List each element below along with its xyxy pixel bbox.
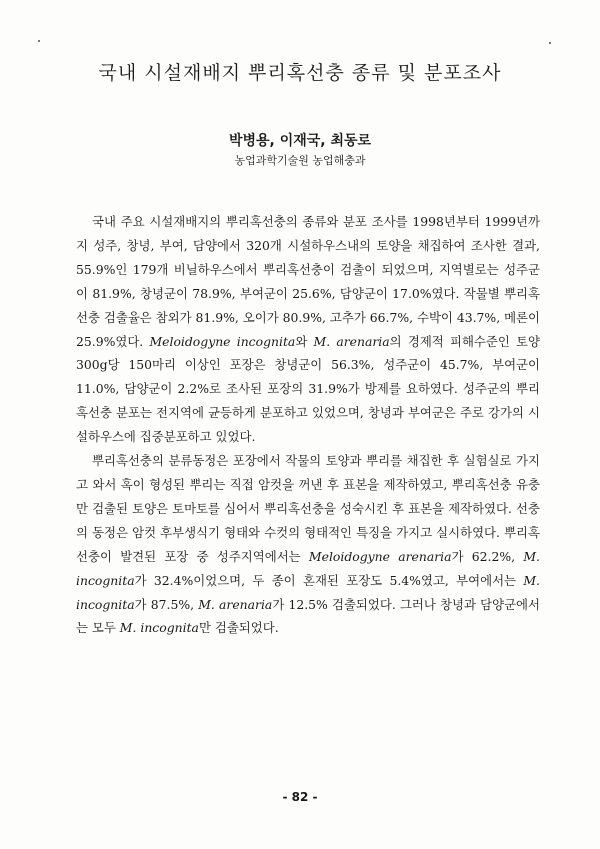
paper-title: 국내 시설재배지 뿌리혹선충 종류 및 분포조사 — [98, 62, 502, 84]
page-number: - 82 - — [282, 790, 318, 804]
paragraph-1 — [76, 210, 540, 449]
text-run: 가 87.5%, — [134, 596, 199, 612]
text-run: 가 32.4%이었으며, 두 종이 혼재된 포장도 5.4%였고, 부여에서는 — [134, 572, 524, 588]
text-run: 가 12.5% 검출되었다. 그러나 창녕과 담양군에서는 모두 — [76, 596, 540, 636]
species-name: M. arenaria — [198, 596, 273, 612]
species-name: M. arenaria — [313, 333, 390, 349]
text-run: 만 검출되었다. — [198, 620, 279, 636]
scan-mark — [549, 42, 551, 44]
species-name: Meloidogyne arenaria — [308, 548, 452, 564]
abstract-body — [76, 210, 540, 640]
species-name: M. incognita — [76, 548, 541, 588]
text-run: 와 — [295, 333, 314, 349]
species-name: M. incognita — [119, 620, 199, 636]
text-run: 뿌리혹선충의 분류동정은 포장에서 작물의 토양과 뿌리를 채집한 후 실험실로 가지고 와서 혹이 형성된 뿌리는 직접 암컷을 꺼낸 후 표본을 제작하였고, 뿌리혹선충 유충만 검출된 토양은 토마토를 심어서 뿌리혹선충을 성숙시킨 후 표본을 제작하였다. 선충의 동정은 암컷 후부생식기 형태와 수컷의 형태적인 특징을 가지고 실시하였다. 뿌리혹선충이 발견된 포장 중 성주지역에서는 — [76, 453, 540, 564]
text-run: 가 62.2%, — [451, 548, 524, 564]
author-list: 박병용, 이재국, 최동로 — [228, 133, 372, 149]
species-name: M. incognita — [76, 572, 540, 612]
paragraph-2 — [76, 449, 540, 640]
species-name: Meloidogyne incognita — [149, 333, 296, 349]
scan-mark — [38, 40, 40, 42]
text-run: 의 경제적 피해수준인 토양 300g당 150마리 이상인 포장은 창녕군이 56.3%, 성주군이 45.7%, 부여군이 11.0%, 담양군이 2.2%로 조사된 포장의 31.9%가 방제를 요하였다. 성주군의 뿌리혹선충 분포는 전지역에 균등하게 분포하고 있었으며, 창녕과 부여군은 주로 강가의 시설하우스에 집중분포하고 있었다. — [76, 333, 540, 445]
affiliation: 농업과학기술원 농업해충과 — [234, 154, 366, 167]
text-run: 국내 주요 시설재배지의 뿌리혹선충의 종류와 분포 조사를 1998년부터 1999년까지 성주, 창녕, 부여, 담양에서 320개 시설하우스내의 토양을 채집하여 조사한 결과, 55.9%인 179개 비닐하우스에서 뿌리혹선충이 검출이 되었으며, 지역별로는 성주군이 81.9%, 창녕군이 78.9%, 부여군이 25.6%, 담양군이 17.0%였다. 작물별 뿌리혹선충 검출율은 참외가 81.9%, 오이가 80.9%, 고추가 66.7%, 수박이 43.7%, 메론이 25.9%였다. — [76, 214, 540, 349]
